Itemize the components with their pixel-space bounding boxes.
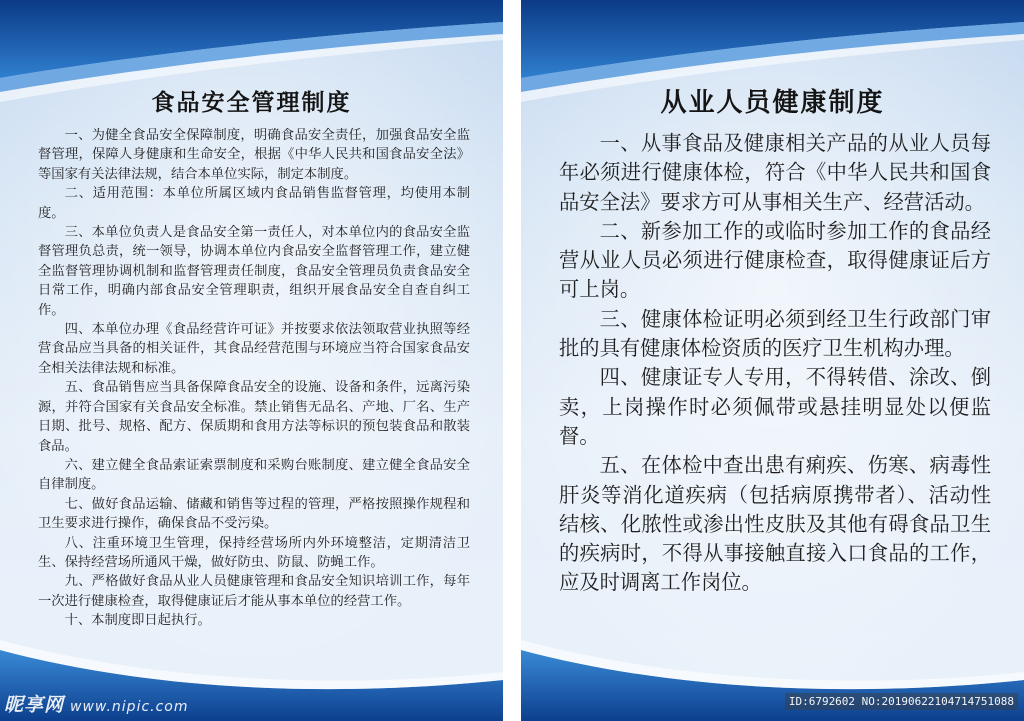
watermark-site-name: 昵享网 (4, 694, 65, 716)
site-watermark (4, 690, 189, 717)
left-paragraph: 四、本单位办理《食品经营许可证》并按要求依法领取营业执照等经营食品应当具备的相关证件，其食品经营范围与环境应当符合国家食品安全相关法律法规和标准。 (38, 322, 470, 376)
watermark-site-url: www.nipic.com (70, 699, 189, 715)
left-paragraph: 三、本单位负责人是食品安全第一责任人，对本单位内的食品安全监督管理负总责，统一领导，协调本单位内食品安全监督管理工作，建立健全监督管理协调机制和监督管理责任制度，食品安全管理员负责食品安全日常工作，明确内部食品安全管理职责，组织开展食品安全自查自纠工作。 (38, 225, 470, 318)
image-id-watermark: ID:6792602 NO:20190622104714751088 (785, 693, 1018, 710)
left-paragraph: 六、建立健全食品索证索票制度和采购台账制度、建立健全食品安全自律制度。 (38, 457, 470, 493)
right-paragraph: 二、新参加工作的或临时参加工作的食品经营从业人员必须进行健康检查，取得健康证后方可上岗。 (559, 218, 991, 302)
left-panel-title: 食品安全管理制度 (151, 90, 352, 116)
left-paragraph: 九、严格做好食品从业人员健康管理和食品安全知识培训工作，每年一次进行健康检查，取得健康证后才能从事本单位的经营工作。 (38, 574, 470, 609)
left-paragraph: 二、适用范围：本单位所属区域内食品销售监督管理，均使用本制度。 (38, 186, 470, 221)
right-paragraph: 三、健康体检证明必须到经卫生行政部门审批的具有健康体检资质的医疗卫生机构办理。 (559, 306, 991, 361)
right-paragraph: 一、从事食品及健康相关产品的从业人员每年必须进行健康体检，符合《中华人民共和国食品安全法》要求方可从事相关生产、经营活动。 (559, 131, 991, 214)
right-panel-body (559, 129, 991, 598)
right-paragraph: 四、健康证专人专用，不得转借、涂改、倒卖，上岗操作时必须佩带或悬挂明显处以便监督。 (559, 365, 991, 448)
right-poster-panel (521, 0, 1024, 721)
left-paragraph: 十、本制度即日起执行。 (64, 613, 211, 629)
left-panel-body (38, 126, 470, 631)
left-paragraph: 一、为健全食品安全保障制度，明确食品安全责任，加强食品安全监督管理，保障人身健康和生命安全，根据《中华人民共和国食品安全法》等国家有关法律法规，结合本单位实际，制定本制度。 (38, 128, 470, 182)
right-paragraph: 五、在体检中查出患有痢疾、伤寒、病毒性肝炎等消化道疾病（包括病原携带者）、活动性结核、化脓性或渗出性皮肤及其他有碍食品卫生的疾病时，不得从事接触直接入口食品的工作，应及时调离工作岗位。 (559, 453, 991, 595)
left-paragraph: 八、注重环境卫生管理，保持经营场所内外环境整洁，定期清洁卫生、保持经营场所通风干燥，做好防虫、防鼠、防蝇工作。 (38, 535, 470, 570)
left-paragraph: 五、食品销售应当具备保障食品安全的设施、设备和条件，远离污染源，并符合国家有关食品安全标准。禁止销售无品名、产地、厂名、生产日期、批号、规格、配方、保质期和食用方法等标识的预包装食品和散装食品。 (38, 380, 470, 454)
right-panel-title: 从业人员健康制度 (660, 88, 885, 118)
left-paragraph: 七、做好食品运输、储藏和销售等过程的管理，严格按照操作规程和卫生要求进行操作，确保食品不受污染。 (38, 496, 470, 532)
left-poster-panel (0, 0, 503, 721)
